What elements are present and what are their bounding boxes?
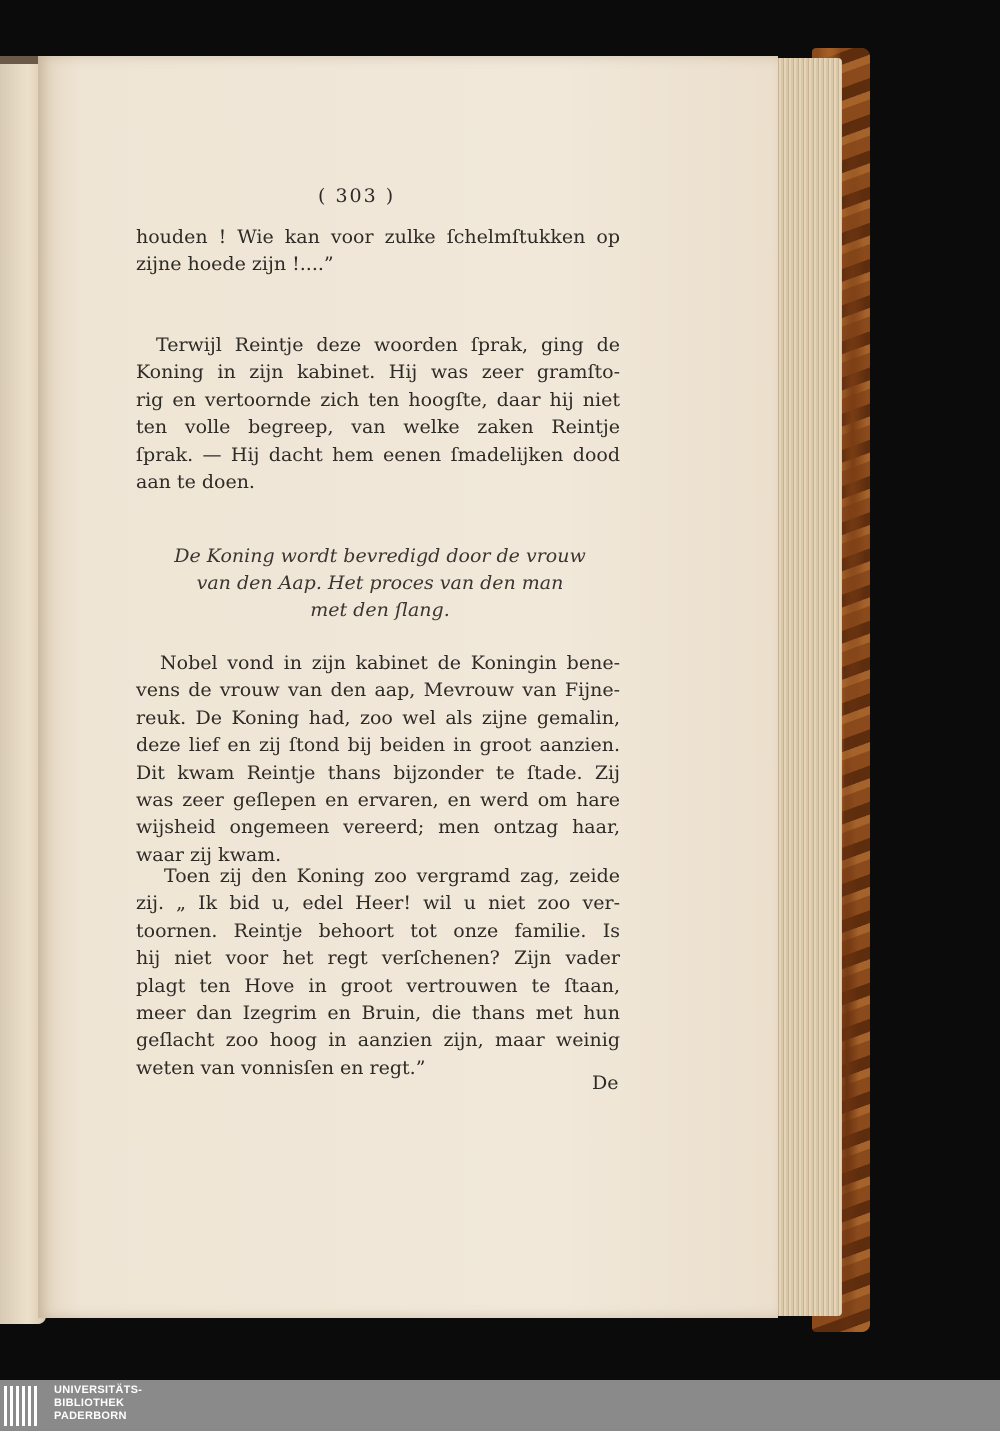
text-line: Toen zij den Koning zoo vergramd zag, zeide [164,865,620,887]
text-line: was zeer geſlepen en ervaren, en werd om hare [136,788,620,811]
heading-line: met den ſlang. [310,599,450,621]
text-line: ten volle begreep, van welke zaken Reintje [136,416,620,439]
text-line: weten van vonnisſen en regt.” [136,1056,426,1079]
text-line: toornen. Reintje behoort tot onze familie. Is [136,919,620,942]
text-line: vens de vrouw van den aap, Mevrouw van Fijne- [136,679,620,702]
text-line: houden ! Wie kan voor zulke ſchelmſtukken op [136,226,620,248]
text-line: Terwijl Reintje deze woorden ſprak, ging de [156,334,620,356]
heading-line: van den Aap. Het proces van den man [196,572,564,594]
heading-line: De Koning wordt bevredigd door de vrouw [174,545,586,567]
paragraph-1 [136,332,620,496]
text-line: Koning in zijn kabinet. Hij was zeer gramſto- [136,361,620,384]
library-name-line: BIBLIOTHEK [54,1397,125,1409]
text-line: wijsheid ongemeen vereerd; men ontzag haar, [136,816,620,839]
paragraph-2 [136,650,620,869]
paragraph-3 [136,863,620,1082]
text-line: Dit kwam Reintje thans bijzonder te ſtade. Zij [136,761,620,784]
text-line: meer dan Izegrim en Bruin, die thans met hun [136,1001,620,1024]
text-line: ſprak. — Hij dacht hem eenen ſmadelijken dood [136,443,620,466]
text-line: aan te doen. [136,470,255,493]
library-name-line: UNIVERSITÄTS- [54,1384,143,1396]
page-number: ( 303 ) [318,185,396,207]
text-line: plagt ten Hove in groot vertrouwen te ſtaan, [136,974,620,997]
text-line: geſlacht zoo hoog in aanzien zijn, maar weinig [136,1029,620,1052]
text-line: Nobel vond in zijn kabinet de Koningin bene- [160,652,620,674]
text-line: rig en vertoornde zich ten hoogſte, daar hij niet [136,388,620,411]
text-line: deze lief en zij ſtond bij beiden in groot aanzien. [136,734,620,757]
text-line: waar zij kwam. [136,843,282,866]
library-name [54,1384,142,1423]
opening-lines [136,224,620,279]
library-logo-icon [4,1386,44,1426]
text-line: hij niet voor het regt verſchenen? Zijn vader [136,947,620,970]
library-name-line: PADERBORN [54,1410,127,1422]
text-line: zijne hoede zijn !....” [136,253,334,276]
text-line: reuk. De Koning had, zoo wel als zijne gemalin, [136,706,620,729]
text-line: zij. „ Ik bid u, edel Heer! wil u niet zoo ver- [136,892,620,915]
library-footer [0,1380,1000,1431]
chapter-heading [150,543,610,624]
catchword: De [592,1072,619,1094]
